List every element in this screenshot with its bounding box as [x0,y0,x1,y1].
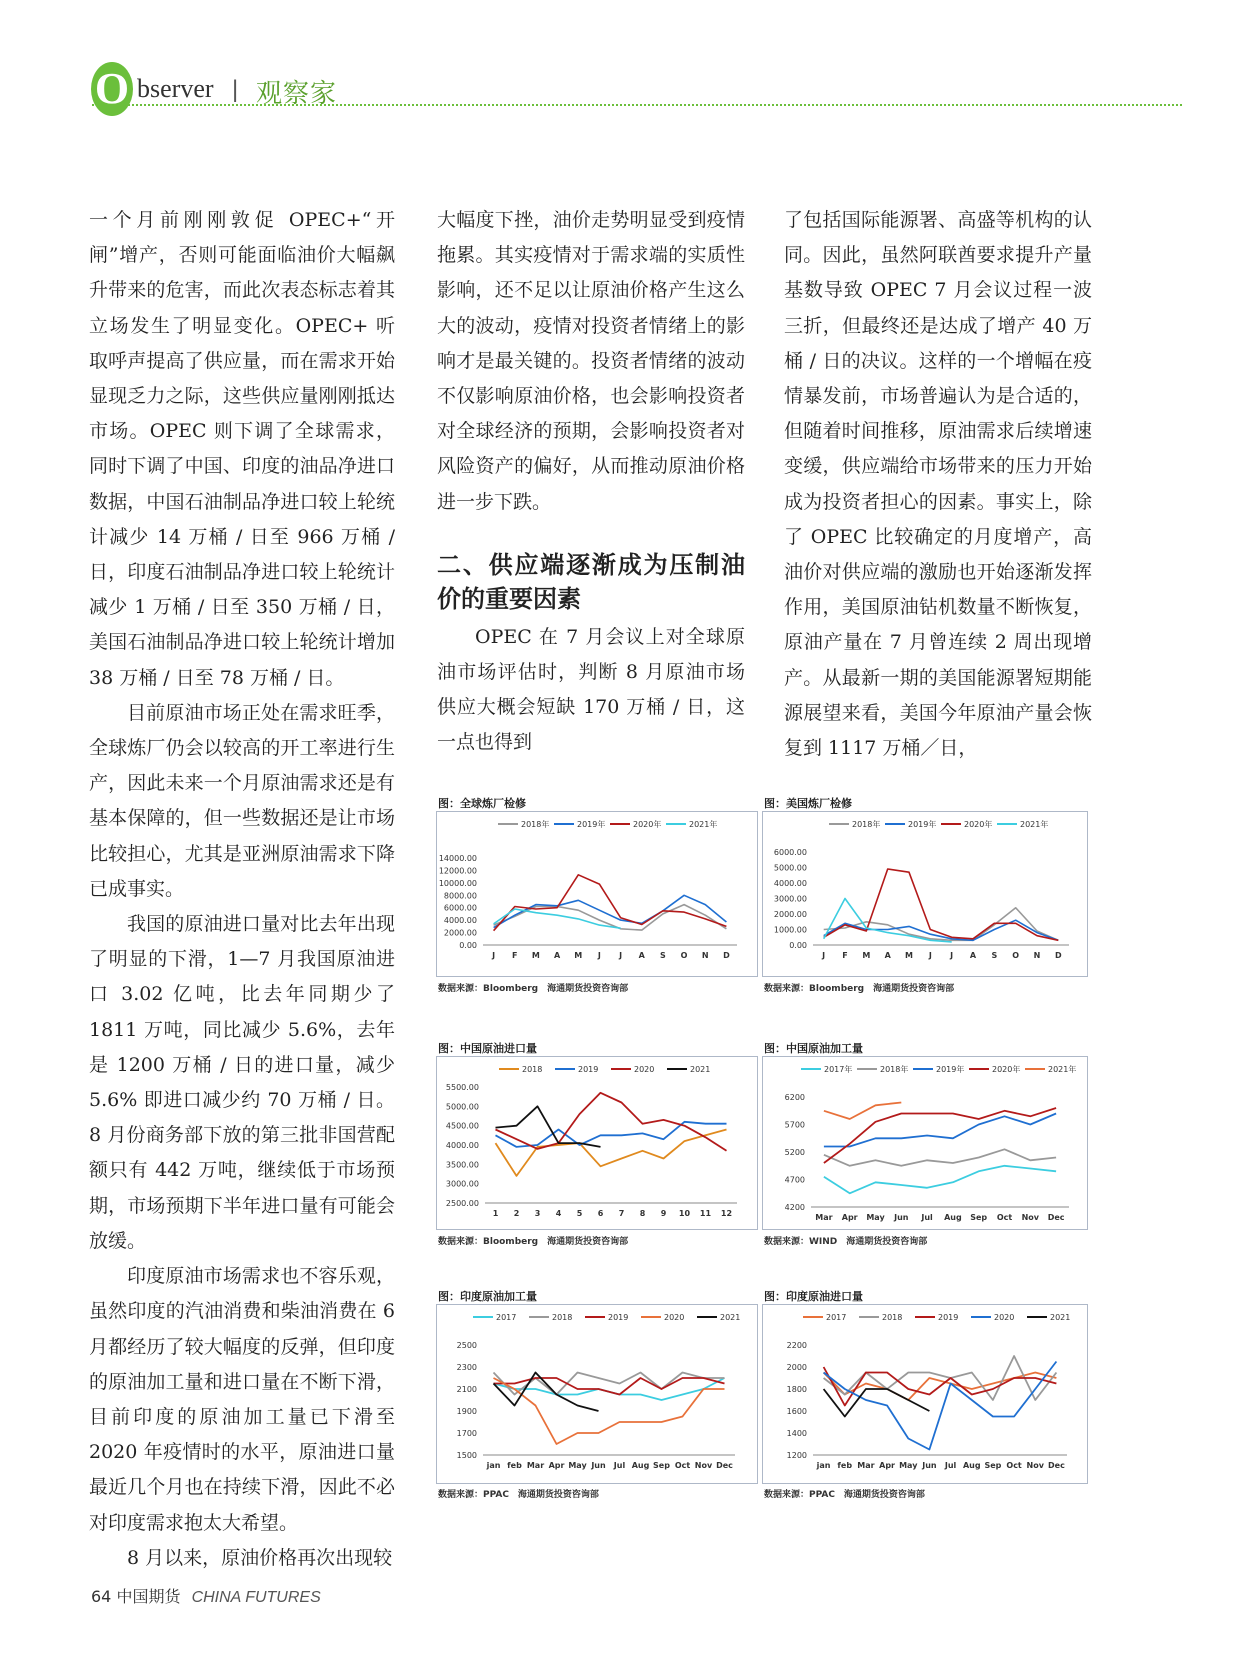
legend-item [555,1065,598,1074]
x-tick-label: A [969,951,977,960]
legend-label: 2020 [634,1065,655,1074]
x-tick-label: jan [486,1461,501,1470]
x-tick-label: May [866,1213,885,1222]
y-tick-label: 6200 [784,1093,805,1102]
x-tick-label: Oct [1006,1461,1022,1470]
x-tick-label: Sep [984,1461,1002,1470]
legend-item [941,819,992,829]
observer-logo-badge: O [91,62,133,116]
y-tick-label: 1600 [786,1407,807,1416]
chart-title: 图：印度原油加工量 [438,1290,537,1303]
header-separator: | [232,76,239,103]
y-tick-label: 2500 [456,1341,477,1350]
text-column-3 [784,203,1092,766]
magazine-name-english: CHINA FUTURES [191,1589,321,1606]
y-tick-label: 4500.00 [445,1121,479,1131]
x-tick-label: A [638,951,645,960]
legend-label: 2021年 [689,820,718,829]
y-tick-label: 10000.00 [438,878,477,888]
chart-source: 数据来源：Bloomberg 海通期货投资咨询部 [764,984,955,994]
legend-item [641,1313,684,1322]
x-tick-label: 3 [534,1209,541,1218]
legend-label: 2019年 [577,820,606,829]
legend-label: 2021 [720,1313,741,1322]
y-tick-label: 1500 [456,1451,477,1460]
legend-label: 2021 [690,1065,711,1074]
series-line-2020年 [824,869,1059,940]
paragraph: 我国的原油进口量对比去年出现了明显的下滑，1—7 月我国原油进口 3.02 亿吨，比去年同期少了 1811 万吨，同比减少 5.6%，去年是 1200 万桶 / 日的进口量，减少 5.6% 即进口减少约 70 万桶 / 日。8 月份商务部下放的第三批非国营配额只有 442 万吨，继续低于市场预期，市场预期下半年进口量有可能会放缓。 [89,913,395,1252]
x-tick-label: J [597,951,601,960]
x-tick-label: 1 [492,1209,499,1218]
series-line-2017年 [824,1166,1056,1194]
y-tick-label: 5500.00 [445,1083,479,1092]
x-tick-label: May [568,1461,587,1470]
legend-item [498,819,549,829]
x-tick-label: Aug [944,1213,962,1222]
x-tick-label: J [928,951,932,960]
paragraph: 大幅度下挫，油价走势明显受到疫情拖累。其实疫情对于需求端的实质性影响，还不足以让原油价格产生这么大的波动，疫情对投资者情绪上的影响才是最关键的。投资者情绪的波动不仅影响原油价格，也会影响投资者对全球经济的预期，会影响投资者对风险资产的偏好，从而推动原油价格进一步下跌。 [437,209,745,513]
x-tick-label: Mar [526,1461,545,1470]
legend-label: 2021年 [1048,1065,1077,1074]
y-tick-label: 4000.00 [443,916,477,926]
x-tick-label: 4 [555,1209,562,1218]
x-tick-label: Jun [894,1213,909,1222]
section-heading: 二、供应端逐渐成为压制油价的重要因素 [437,550,745,613]
chart-source: 数据来源：WIND 海通期货投资咨询部 [764,1237,928,1247]
y-tick-label: 2200 [786,1341,807,1350]
series-line-2018年 [824,1149,1056,1166]
x-tick-label: D [723,951,730,960]
legend-item [859,1313,902,1322]
x-tick-label: jan [816,1461,831,1470]
x-tick-label: D [1055,951,1062,960]
legend-label: 2017 [496,1313,517,1322]
x-tick-label: 12 [720,1209,733,1218]
legend-item [611,1065,654,1074]
chart-india-crude-imports [762,1288,1088,1500]
x-tick-label: O [1012,951,1020,960]
x-tick-label: 2 [513,1209,520,1218]
x-tick-label: Dec [1048,1461,1065,1470]
legend-label: 2020年 [633,820,662,829]
legend-item [585,1313,628,1322]
y-tick-label: 12000.00 [438,866,477,876]
legend-label: 2019年 [908,820,937,829]
legend-label: 2018 [882,1313,903,1322]
legend-label: 2018年 [852,820,881,829]
series-line-2020年 [824,1108,1056,1163]
x-tick-label: Jul [921,1213,933,1222]
y-tick-label: 5200 [784,1148,805,1157]
legend-item [667,1065,710,1074]
x-tick-label: Nov [1026,1461,1044,1470]
legend-item [1027,1313,1070,1322]
y-tick-label: 4200 [784,1203,805,1212]
chart-title: 图：印度原油进口量 [764,1290,863,1303]
paragraph: 8 月以来，原油价格再次出现较 [127,1546,393,1569]
section-name: bserver [137,74,214,103]
y-tick-label: 4000.00 [445,1141,479,1150]
y-tick-label: 6000.00 [773,848,807,857]
y-tick-label: 1900 [456,1407,477,1416]
legend-label: 2020年 [992,1065,1021,1074]
x-tick-label: O [680,951,688,960]
y-tick-label: 5000.00 [445,1102,479,1112]
legend-label: 2021年 [1020,820,1049,829]
legend-label: 2019 [938,1313,959,1322]
y-tick-label: 5700 [784,1120,805,1130]
legend-label: 2018 [522,1065,543,1074]
x-tick-label: S [660,951,666,960]
series-line-2018 [496,1130,727,1176]
x-tick-label: feb [837,1461,853,1470]
legend-label: 2018年 [880,1065,909,1074]
x-tick-label: Aug [631,1461,650,1470]
y-tick-label: 2300 [456,1363,477,1372]
legend-label: 2017 [826,1313,847,1322]
legend-item [997,819,1048,829]
y-tick-label: 1200 [786,1451,807,1460]
chart-india-crude-runs [436,1288,758,1500]
x-tick-label: S [991,951,998,960]
chart-source: 数据来源：PPAC 海通期货投资咨询部 [438,1490,599,1500]
legend-label: 2017年 [824,1065,853,1074]
legend-item [969,1064,1020,1074]
legend-label: 2020年 [964,820,993,829]
y-tick-label: 3000.00 [445,1179,479,1189]
legend-item [529,1313,572,1322]
x-tick-label: Oct [674,1461,691,1470]
x-tick-label: 11 [699,1209,712,1218]
paragraph: 印度原油市场需求也不容乐观，虽然印度的汽油消费和柴油消费在 6 月都经历了较大幅度的反弹，但印度的原油加工量和进口量在不断下滑，目前印度的原油加工量已下滑至 2020 年疫情时的水平，原油进口量最近几个月也在持续下滑，因此不必对印度需求抱太大希望。 [89,1265,395,1534]
legend-item [610,819,661,829]
chart-title: 图：中国原油进口量 [438,1042,537,1055]
x-tick-label: J [950,951,954,960]
x-tick-label: M [574,951,583,960]
x-tick-label: 7 [618,1209,625,1218]
legend-label: 2020 [994,1313,1015,1322]
legend-label: 2018年 [521,820,550,829]
legend-label: 2020 [664,1313,685,1322]
legend-label: 2018 [552,1313,573,1322]
y-tick-label: 0.00 [789,941,807,950]
x-tick-label: M [531,951,540,960]
x-tick-label: feb [507,1461,522,1470]
y-tick-label: 2000 [786,1363,807,1372]
y-tick-label: 1400 [786,1429,807,1438]
x-tick-label: F [512,951,518,960]
page-footer [91,1584,321,1607]
series-line-2020 [494,1378,725,1444]
legend-label: 2019年 [936,1065,965,1074]
x-tick-label: 6 [597,1209,604,1218]
x-tick-label: M [905,951,913,960]
y-tick-label: 2000.00 [443,928,477,938]
legend-item [801,1064,852,1074]
series-line-2019 [496,1122,727,1147]
x-tick-label: 9 [660,1209,667,1218]
legend-item [554,819,605,829]
chart-title: 图：全球炼厂检修 [438,797,526,810]
x-tick-label: Jun [922,1461,937,1470]
text-column-2 [437,203,745,761]
chart-us-refinery-maintenance [762,795,1088,995]
legend-item [913,1064,964,1074]
x-tick-label: A [553,951,561,960]
x-tick-label: J [619,951,623,960]
x-tick-label: Jul [613,1461,626,1470]
x-tick-label: 8 [639,1209,646,1218]
y-tick-label: 5000.00 [773,863,807,873]
x-tick-label: Oct [996,1213,1013,1222]
series-line-2020年 [494,875,727,931]
x-tick-label: J [822,951,826,960]
x-tick-label: Jun [591,1461,606,1470]
y-tick-label: 8000.00 [443,891,477,901]
legend-item [666,819,717,829]
x-tick-label: N [701,951,709,960]
y-tick-label: 0.00 [459,941,477,950]
x-tick-label: Nov [1021,1213,1040,1222]
series-line-2019年 [824,1114,1056,1147]
y-tick-label: 6000.00 [443,903,477,913]
y-tick-label: 1700 [456,1429,477,1438]
text-column-1 [89,203,395,1576]
x-tick-label: Dec [716,1461,733,1470]
legend-item [1025,1064,1076,1074]
x-tick-label: Apr [548,1461,565,1470]
header-dotted-rule [92,104,1182,106]
x-tick-label: May [899,1461,918,1470]
x-tick-label: F [842,951,848,960]
chart-global-refinery-maintenance [436,795,758,995]
chart-source: 数据来源：Bloomberg 海通期货投资咨询部 [438,1237,629,1247]
section-name-chinese: 观察家 [256,79,338,109]
y-tick-label: 1000.00 [773,925,807,935]
chart-china-crude-runs [762,1040,1088,1247]
x-tick-label: Nov [694,1461,713,1470]
chart-source: 数据来源：PPAC 海通期货投资咨询部 [764,1490,925,1500]
x-tick-label: Jul [944,1461,957,1470]
y-tick-label: 4700 [784,1175,805,1185]
legend-item [915,1313,958,1322]
x-tick-label: Apr [841,1213,858,1222]
legend-item [885,819,936,829]
x-tick-label: Sep [970,1213,988,1222]
chart-source: 数据来源：Bloomberg 海通期货投资咨询部 [438,984,629,994]
x-tick-label: J [492,951,496,960]
legend-item [857,1064,908,1074]
paragraph: OPEC 在 7 月会议上对全球原油市场评估时，判断 8 月原油市场供应大概会短缺 170 万桶 / 日，这一点也得到 [437,625,745,754]
chart-title: 图：中国原油加工量 [764,1042,863,1055]
paragraph: 了包括国际能源署、高盛等机构的认同。因此，虽然阿联酋要求提升产量基数导致 OPEC 7 月会议过程一波三折，但最终还是达成了增产 40 万桶 / 日的决议。这样的一个增幅在疫情暴发前，市场普遍认为是合适的，但随着时间推移，原油需求后续增速变缓，供应端给市场带来的压力开始成为投资者担心的因素。事实上，除了 OPEC 比较确定的月度增产，高油价对供应端的激励也开始逐渐发挥作用，美国原油钻机数量不断恢复，原油产量在 7 月曾连续 2 周出现增产。从最新一期的美国能源署短期能源展望来看，美国今年原油产量会恢复到 1117 万桶／日， [784,209,1092,760]
y-tick-label: 4000.00 [773,879,807,888]
x-tick-label: 5 [576,1209,583,1218]
legend-item [697,1313,740,1322]
legend-item [803,1313,846,1322]
x-tick-label: Mar [857,1461,875,1470]
x-tick-label: Sep [653,1461,670,1470]
legend-label: 2021 [1050,1313,1071,1322]
page-number: 64 [91,1587,112,1606]
chart-china-crude-imports [436,1040,758,1247]
y-tick-label: 3000.00 [773,894,807,904]
x-tick-label: A [884,951,891,960]
x-tick-label: Aug [962,1461,981,1470]
x-tick-label: N [1033,951,1041,960]
legend-item [473,1313,516,1322]
chart-title: 图：美国炼厂检修 [764,797,852,810]
paragraph: 一个月前刚刚敦促 OPEC+“开闸”增产，否则可能面临油价大幅飙升带来的危害，而此次表态标志着其立场发生了明显变化。OPEC+ 听取呼声提高了供应量，而在需求开始显现乏力之际，这些供应量刚刚抵达市场。OPEC 则下调了全球需求，同时下调了中国、印度的油品净进口数据，中国石油制品净进口较上轮统计减少 14 万桶 / 日至 966 万桶 / 日，印度石油制品净进口较上轮统计减少 1 万桶 / 日至 350 万桶 / 日，美国石油制品净进口较上轮统计增加 38 万桶 / 日至 78 万桶 / 日。 [89,209,395,689]
x-tick-label: Dec [1047,1213,1065,1222]
legend-label: 2019 [608,1313,629,1322]
x-tick-label: M [862,951,871,960]
x-tick-label: Mar [815,1213,833,1222]
y-tick-label: 2100 [456,1385,477,1394]
y-tick-label: 14000.00 [438,854,477,863]
y-tick-label: 2000.00 [773,910,807,919]
paragraph: 目前原油市场正处在需求旺季，全球炼厂仍会以较高的开工率进行生产，因此未来一个月原油需求还是有基本保障的，但一些数据还是让市场比较担心，尤其是亚洲原油需求下降已成事实。 [89,701,395,900]
legend-item [971,1313,1014,1322]
magazine-name: 中国期货 [116,1587,181,1606]
legend-item [499,1065,542,1074]
x-tick-label: Apr [879,1461,896,1470]
y-tick-label: 2500.00 [445,1199,479,1208]
x-tick-label: 10 [678,1209,691,1218]
y-tick-label: 3500.00 [445,1160,479,1170]
series-line-2021 [496,1106,601,1147]
legend-label: 2019 [578,1065,599,1074]
y-tick-label: 1800 [786,1385,807,1394]
legend-item [829,819,880,829]
